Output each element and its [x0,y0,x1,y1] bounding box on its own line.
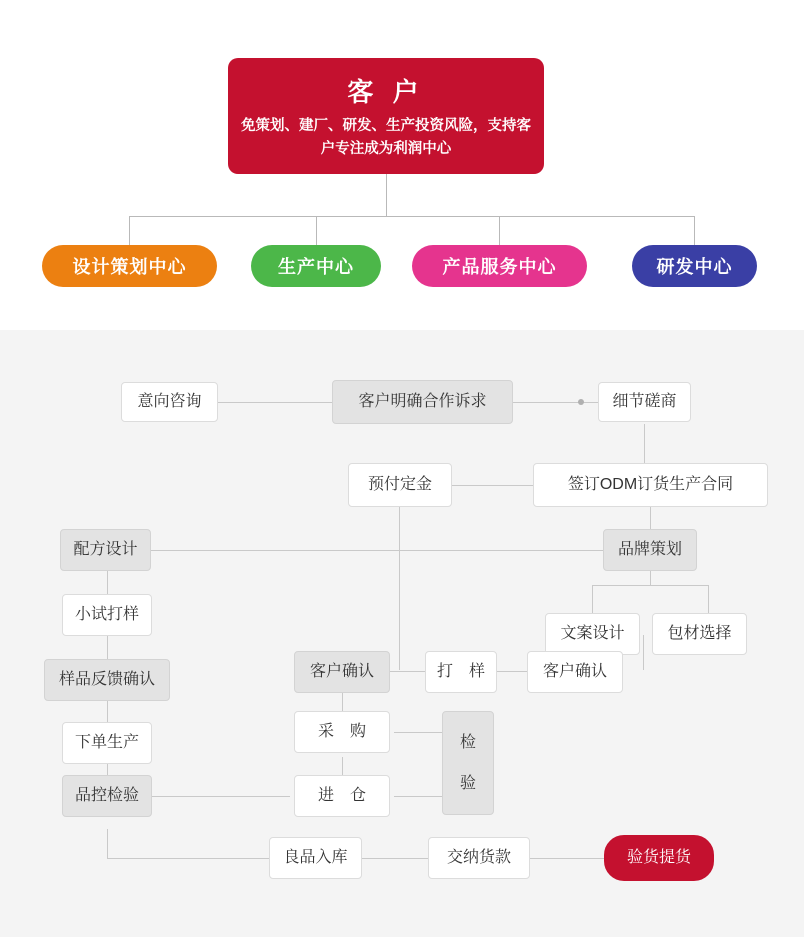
flow-node-sample-feedback: 样品反馈确认 [44,659,170,701]
flow-node-odm-contract: 签订ODM订货生产合同 [533,463,768,507]
connector-n7-down [650,571,651,585]
connector-n3-n5 [644,424,645,464]
org-structure-section [0,0,804,330]
flow-node-customer-confirm-1: 客户确认 [294,651,390,693]
connector-n12-n13 [390,671,425,672]
flow-node-place-order: 下单生产 [62,722,152,764]
inspection-char-1: 检 [459,733,476,751]
connector-n19-n17 [394,796,442,797]
flow-node-purchasing: 采 购 [294,711,390,753]
connector-n7-bus [592,585,708,586]
connector-n16-n17 [394,732,442,733]
flow-node-formula-design: 配方设计 [60,529,151,571]
flow-node-copywriting: 文案设计 [545,613,640,655]
process-flow-section [0,330,804,937]
inspection-char-2: 验 [459,774,476,792]
connector-center-0 [129,216,130,245]
connector-center-2 [499,216,500,245]
connector-n10-n14 [643,635,644,670]
flow-node-packaging-selection: 包材选择 [652,613,747,655]
customer-node [228,58,544,174]
connector-n7-n10 [708,585,709,613]
flow-node-clarify-cooperation: 客户明确合作诉求 [332,380,513,424]
connector-n18-n20 [107,858,274,859]
flow-node-deposit: 预付定金 [348,463,452,507]
connector-n1-n2 [218,402,332,403]
flow-node-quality-control: 品控检验 [62,775,152,817]
connector-n7-n9 [592,585,593,613]
connector-n6-n7 [151,550,603,551]
flow-node-sampling: 打 样 [425,651,497,693]
flow-node-trial-sample: 小试打样 [62,594,152,636]
flow-node-customer-confirm-2: 客户确认 [527,651,623,693]
center-rnd: 研发中心 [632,245,757,287]
connector-n18-down [107,829,108,858]
connector-n21-n22 [530,858,604,859]
connector-center-1 [316,216,317,245]
connector-n13-n14 [497,671,527,672]
flow-node-good-products-storage: 良品入库 [269,837,362,879]
flow-node-warehouse-in: 进 仓 [294,775,390,817]
connector-n20-n21 [362,858,428,859]
center-design-planning: 设计策划中心 [42,245,217,287]
customer-title: 客 户 [347,77,425,108]
flow-node-detail-negotiation: 细节磋商 [598,382,691,422]
connector-n2-n3 [513,402,598,403]
connector-center-3 [694,216,695,245]
connector-n5-n4 [452,485,533,486]
center-production: 生产中心 [251,245,381,287]
flow-node-intent-consult: 意向咨询 [121,382,218,422]
connector-dot-n3 [578,399,584,405]
flow-node-inspect-pickup: 验货提货 [604,835,714,881]
flow-node-payment: 交纳货款 [428,837,530,879]
center-product-service: 产品服务中心 [412,245,587,287]
flow-node-brand-planning: 品牌策划 [603,529,697,571]
connector-customer-down [386,174,387,216]
connector-n4-n12 [399,507,400,670]
customer-description: 免策划、建厂、研发、生产投资风险，支持客户专注成为利润中心 [241,118,531,157]
connector-n18-n19 [152,796,290,797]
connector-centers-bus [129,216,695,217]
flow-node-inspection [442,711,494,815]
